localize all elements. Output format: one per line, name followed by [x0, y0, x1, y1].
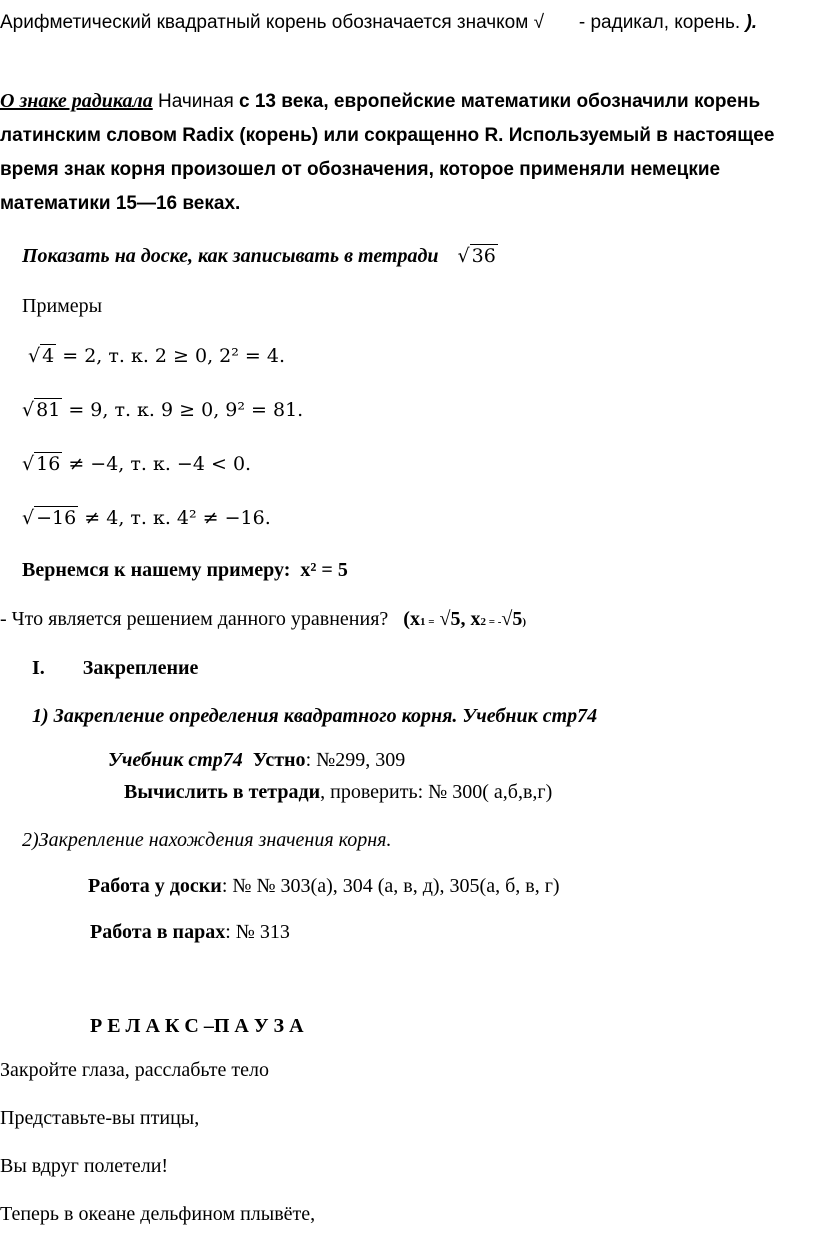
- answer-sub1: 1 =: [419, 616, 435, 628]
- return-line: [22, 554, 348, 586]
- example-radicand: −16: [36, 507, 77, 529]
- item-1-text: 1) Закрепление определения квадратного корня. Учебник стр74: [32, 705, 598, 727]
- pair-work-line: [90, 916, 290, 948]
- intro-tail: ).: [745, 12, 758, 33]
- examples-title: Примеры: [22, 295, 103, 317]
- answer-close: ): [522, 616, 527, 628]
- intro-text-after: - радикал, корень.: [573, 12, 746, 33]
- item-2-text: 2)Закрепление нахождения значения корня.: [22, 829, 392, 851]
- example-row: √ −16 ≠ 4, т. к. 4² ≠ −16.: [22, 507, 271, 529]
- oral-label: Устно: [252, 749, 306, 771]
- example-radicand: 16: [36, 453, 61, 475]
- show-board-text: Показать на доске, как записывать в тетради: [22, 245, 439, 267]
- radical-note-lead: Начиная: [152, 91, 240, 112]
- radical-note-title: О знаке радикала: [0, 90, 153, 112]
- intro-paragraph: [0, 6, 800, 40]
- section-numeral: I.: [32, 657, 45, 679]
- pair-work-rest: : № 313: [225, 921, 290, 943]
- relax-title: [90, 1010, 304, 1042]
- poem-line: Теперь в океане дельфином плывёте,: [0, 1203, 316, 1225]
- sqrt-expression: √ 36: [457, 245, 496, 267]
- item-1: [32, 700, 597, 732]
- example-rest: = 9, т. к. 9 ≥ 0, 9² = 81.: [68, 399, 304, 421]
- poem-line: Закройте глаза, расслабьте тело: [0, 1059, 269, 1081]
- poem-line: Представьте-вы птицы,: [0, 1107, 200, 1129]
- oral-rest: : №299, 309: [305, 749, 406, 771]
- example-rest: ≠ −4, т. к. −4 < 0.: [68, 453, 252, 475]
- radical-note-body: с 13 века, европейские математики обозначили корень латинским словом Radix (корень) или сокращенно R. Используемый в настоящее время знак корня произошел от обозначения, которое применяли немецкие математики 15—16 веках.: [0, 91, 775, 214]
- board-work-line: [88, 870, 560, 902]
- oral-line: [108, 744, 405, 776]
- sqrt-radicand: 36: [471, 245, 496, 267]
- relax-title-text: Р Е Л А К С –П А У З А: [90, 1015, 304, 1037]
- example-radicand: 4: [42, 345, 55, 367]
- example-row: √ 81 = 9, т. к. 9 ≥ 0, 9² = 81.: [22, 399, 304, 421]
- compute-line: [124, 776, 552, 808]
- answer-value1: √5, x: [434, 608, 481, 630]
- radical-symbol: √: [533, 12, 545, 33]
- answer-value2: √5: [501, 608, 523, 630]
- question-line: [0, 603, 526, 638]
- board-work-label: Работа у доски: [88, 875, 222, 897]
- example-rest: ≠ 4, т. к. 4² ≠ −16.: [84, 507, 271, 529]
- example-row: √ 4 = 2, т. к. 2 ≥ 0, 2² = 4.: [28, 345, 286, 367]
- poem-line: Вы вдруг полетели!: [0, 1155, 169, 1177]
- section-heading: [32, 652, 198, 684]
- compute-label: Вычислить в тетради: [124, 781, 321, 803]
- intro-text: Арифметический квадратный корень обозначается значком: [0, 12, 534, 33]
- radical-note: [0, 84, 800, 221]
- return-equation: x² = 5: [300, 559, 348, 581]
- section-title: Закрепление: [82, 657, 199, 679]
- answer-open: (x: [403, 608, 420, 630]
- answer-sub2: 2 = -: [480, 616, 502, 628]
- item-2: [22, 824, 391, 856]
- question-text: - Что является решением данного уравнения?: [0, 608, 389, 630]
- show-board-line: [22, 240, 498, 272]
- return-label: Вернемся к нашему примеру:: [22, 559, 291, 581]
- pair-work-label: Работа в парах: [90, 921, 226, 943]
- oral-book: Учебник стр74: [108, 749, 243, 771]
- example-radicand: 81: [36, 399, 61, 421]
- compute-rest: , проверить: № 300( а,б,в,г): [320, 781, 553, 803]
- board-work-rest: : № № 303(а), 304 (а, в, д), 305(а, б, в, г): [221, 875, 560, 897]
- example-rest: = 2, т. к. 2 ≥ 0, 2² = 4.: [62, 345, 286, 367]
- example-row: √ 16 ≠ −4, т. к. −4 < 0.: [22, 453, 252, 475]
